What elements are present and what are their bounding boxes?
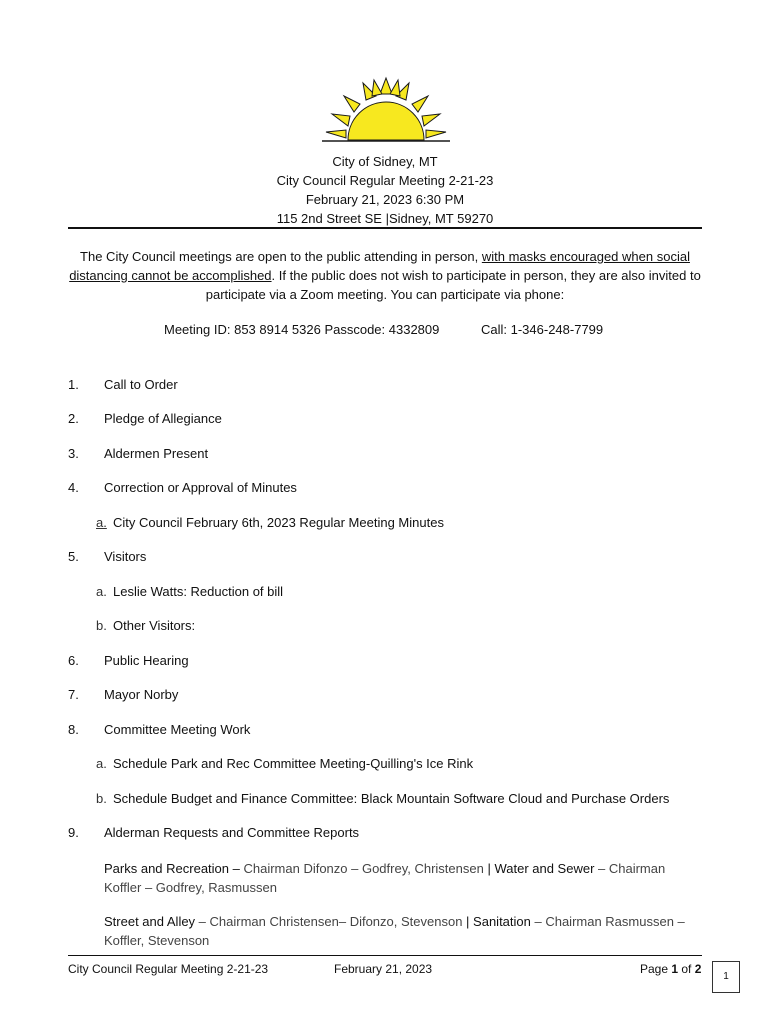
agenda-item <box>68 722 250 737</box>
sub-item <box>96 515 444 530</box>
item-label: Mayor Norby <box>104 687 179 702</box>
sanitation-committee-members: – Chairman Rasmussen – Koffler, Stevenson <box>104 914 685 948</box>
item-label: Visitors <box>104 549 147 564</box>
sun-logo-icon <box>318 74 454 146</box>
committee-report-line <box>104 859 704 897</box>
sub-label: Leslie Watts: Reduction of bill <box>113 584 284 599</box>
street-committee-members: – Chairman Christensen– Difonzo, Stevenson <box>195 914 467 929</box>
item-number: 4. <box>68 480 79 495</box>
intro-text-1: The City Council meetings are open to the public attending in person, <box>80 249 482 264</box>
header-divider <box>68 227 702 229</box>
footer-meeting: City Council Regular Meeting 2-21-23 <box>68 962 269 976</box>
meeting-title: City Council Regular Meeting 2-21-23 <box>276 173 494 188</box>
agenda-item <box>68 653 189 668</box>
agenda-item <box>68 825 359 840</box>
page-number-box: 1 <box>712 961 740 993</box>
item-label: Committee Meeting Work <box>104 722 251 737</box>
footer-divider <box>68 955 702 956</box>
sub-label: Schedule Budget and Finance Committee: Black Mountain Software Cloud and Purchase Orders <box>113 791 670 806</box>
item-label: Alderman Requests and Committee Reports <box>104 825 360 840</box>
parks-committee-members: Chairman Difonzo – Godfrey, Christensen <box>239 861 488 876</box>
sub-item <box>96 756 473 771</box>
item-label: Pledge of Allegiance <box>104 411 222 426</box>
meeting-header <box>0 152 770 228</box>
meeting-datetime: February 21, 2023 6:30 PM <box>305 192 465 207</box>
item-number: 3. <box>68 446 79 461</box>
item-number: 6. <box>68 653 79 668</box>
sub-item <box>96 618 195 633</box>
call-number: Call: 1-346-248-7799 <box>481 322 604 337</box>
item-label: Correction or Approval of Minutes <box>104 480 297 495</box>
item-label: Public Hearing <box>104 653 189 668</box>
item-number: 9. <box>68 825 79 840</box>
footer-page-label <box>640 962 701 976</box>
agenda-item <box>68 480 297 495</box>
item-number: 7. <box>68 687 79 702</box>
sub-letter: b. <box>96 791 107 806</box>
sub-label: Schedule Park and Rec Committee Meeting-Quilling's Ice Rink <box>113 756 474 771</box>
item-label: Aldermen Present <box>104 446 209 461</box>
sub-letter: a. <box>96 756 107 771</box>
meeting-id: Meeting ID: 853 8914 5326 Passcode: 4332809 <box>164 322 440 337</box>
meeting-address: 115 2nd Street SE |Sidney, MT 59270 <box>276 211 494 226</box>
sub-label: Other Visitors: <box>113 618 196 633</box>
sub-item <box>96 584 283 599</box>
page-of: of <box>678 962 695 976</box>
item-number: 2. <box>68 411 79 426</box>
agenda-item <box>68 549 146 564</box>
item-number: 8. <box>68 722 79 737</box>
sub-letter: a. <box>96 515 107 530</box>
footer-date: February 21, 2023 <box>334 962 433 976</box>
sub-letter: a. <box>96 584 107 599</box>
city-name: City of Sidney, MT <box>332 154 438 169</box>
agenda-item <box>68 377 178 392</box>
item-number: 1. <box>68 377 79 392</box>
separator: | <box>466 914 470 929</box>
separator: | <box>487 861 491 876</box>
intro-paragraph <box>62 247 708 304</box>
item-label: Call to Order <box>104 377 178 392</box>
sub-item <box>96 791 669 806</box>
street-committee-title: Street and Alley <box>104 914 196 929</box>
sanitation-committee-title: Sanitation <box>469 914 531 929</box>
page-total: 2 <box>694 962 702 976</box>
agenda-item <box>68 411 222 426</box>
sub-label: City Council February 6th, 2023 Regular Meeting Minutes <box>113 515 444 530</box>
agenda-item <box>68 687 178 702</box>
page-number: 1 <box>671 962 679 976</box>
intro-text-2: . If the public does not wish to participate in person, they are also invited to participate via a Zoom meeting. You can participate via phone: <box>205 268 701 302</box>
water-committee-title: Water and Sewer <box>490 861 595 876</box>
agenda-item <box>68 446 208 461</box>
page-prefix: Page <box>640 962 672 976</box>
parks-committee-title: Parks and Recreation – <box>104 861 240 876</box>
intro-underlined-text: with masks encouraged when social distancing cannot be accomplished <box>69 249 690 283</box>
committee-report-line <box>104 912 704 950</box>
water-committee-members: – Chairman Koffler – Godfrey, Rasmussen <box>104 861 666 895</box>
sub-letter: b. <box>96 618 107 633</box>
item-number: 5. <box>68 549 79 564</box>
